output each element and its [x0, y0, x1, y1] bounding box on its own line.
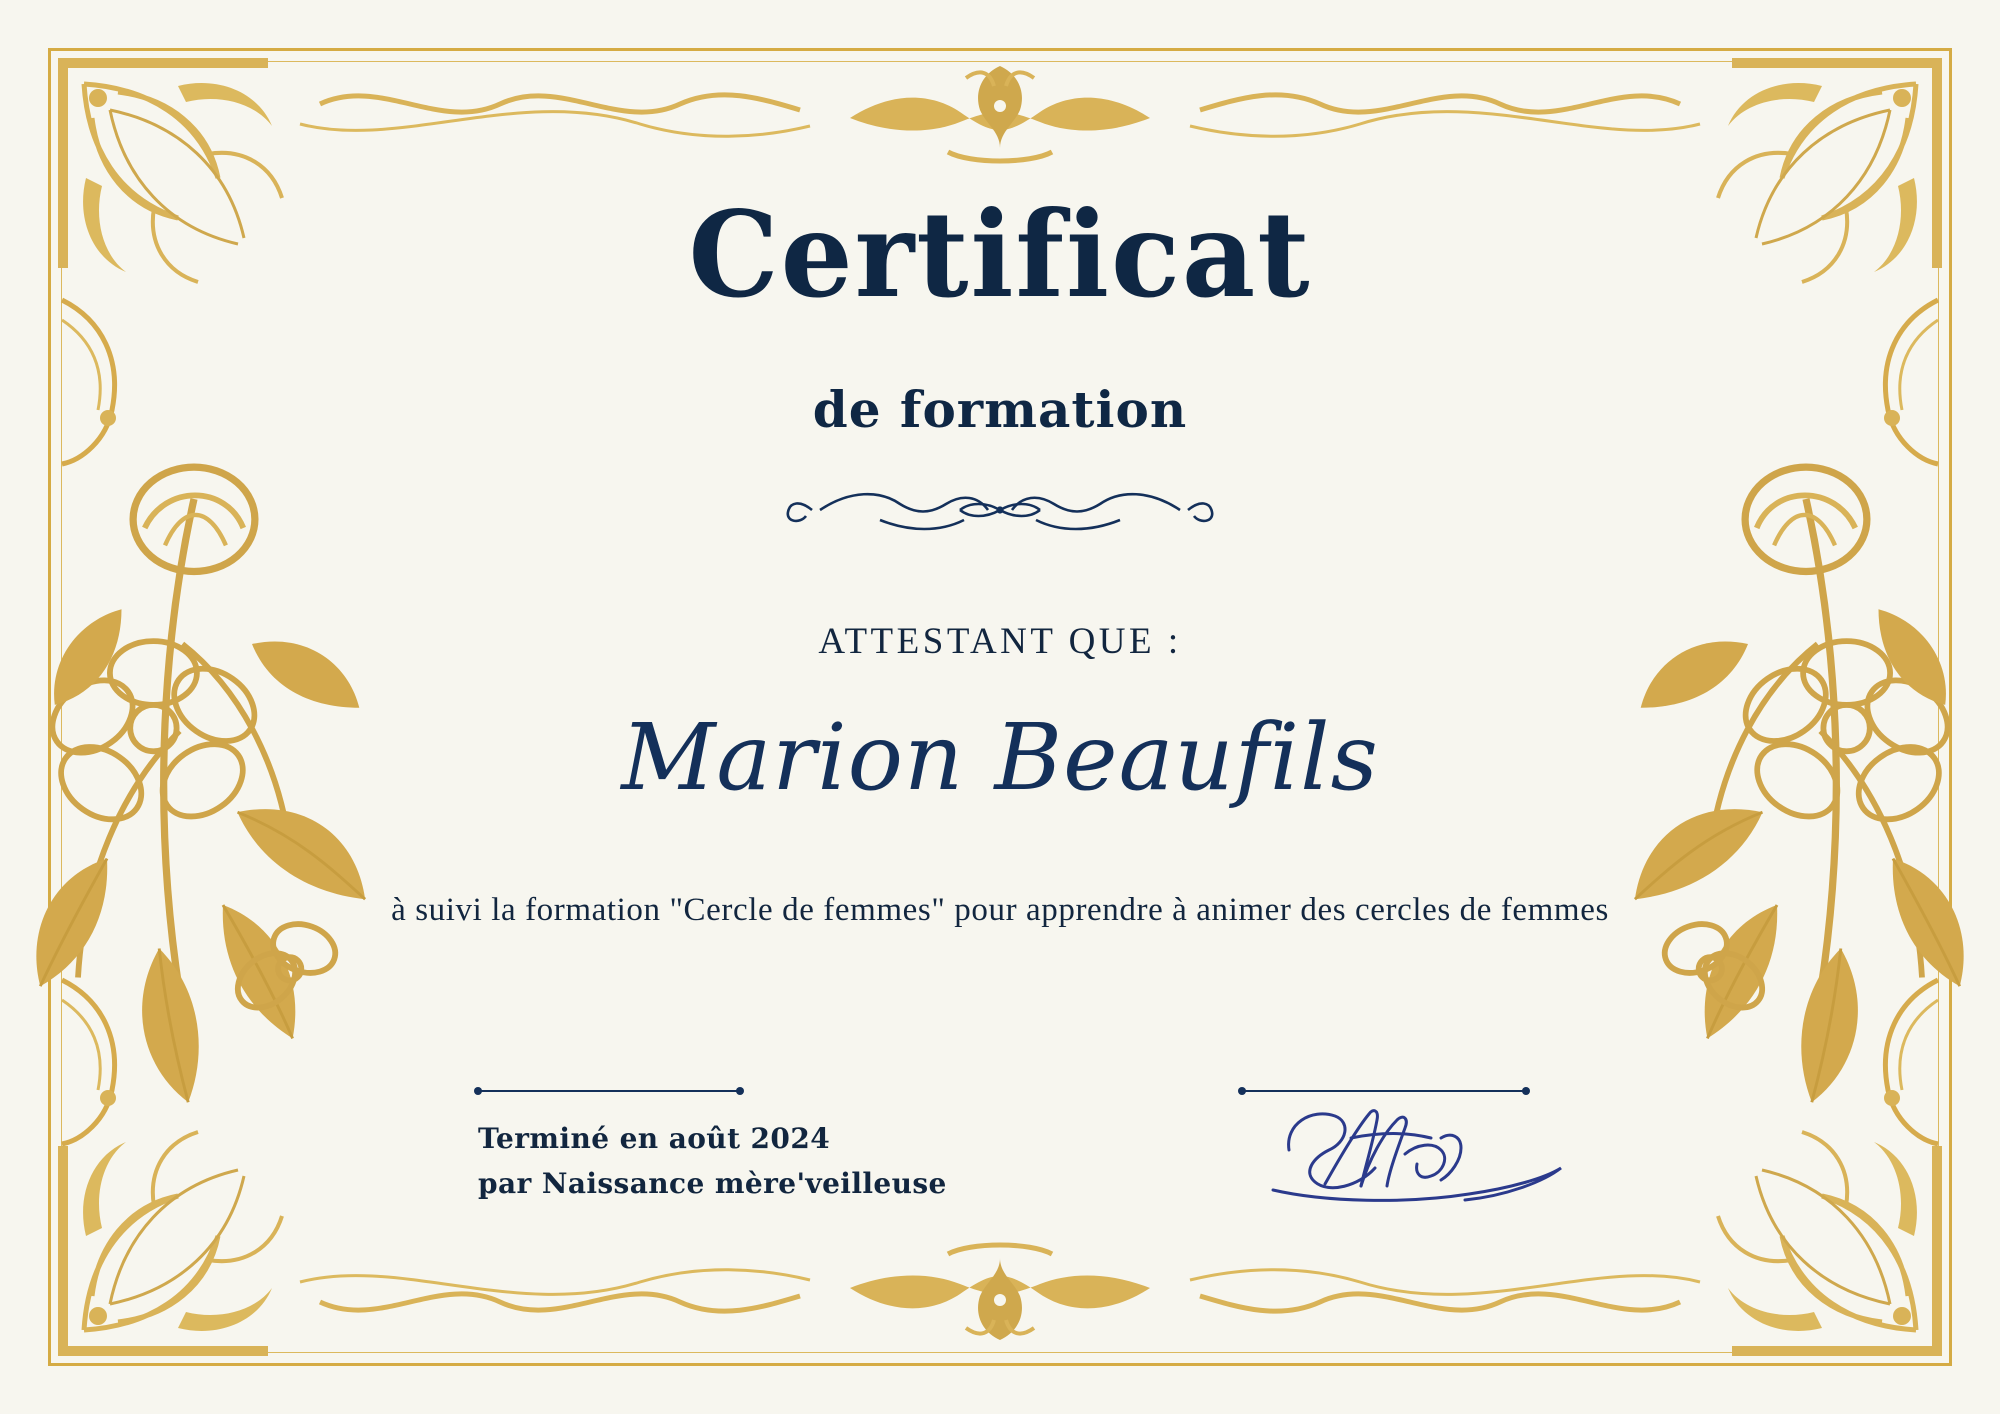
- completion-rule: [478, 1090, 740, 1092]
- scroll-divider-ornament: [0, 480, 2000, 540]
- certificate-subtitle: de formation: [812, 380, 1188, 439]
- certificate-description: à suivi la formation "Cercle de femmes" pour apprendre à animer des cercles de femmes: [391, 892, 1609, 928]
- handwritten-signature: [1255, 1098, 1595, 1208]
- attestation-label: ATTESTANT QUE :: [818, 621, 1182, 662]
- completion-date: Terminé en août 2024: [478, 1122, 831, 1155]
- recipient-name: Marion Beaufils: [621, 704, 1379, 811]
- signature-rule: [1242, 1090, 1526, 1092]
- completion-details: [478, 1117, 998, 1207]
- issuing-organization: par Naissance mère'veilleuse: [478, 1166, 947, 1200]
- certificate-title: Certificat: [688, 185, 1312, 324]
